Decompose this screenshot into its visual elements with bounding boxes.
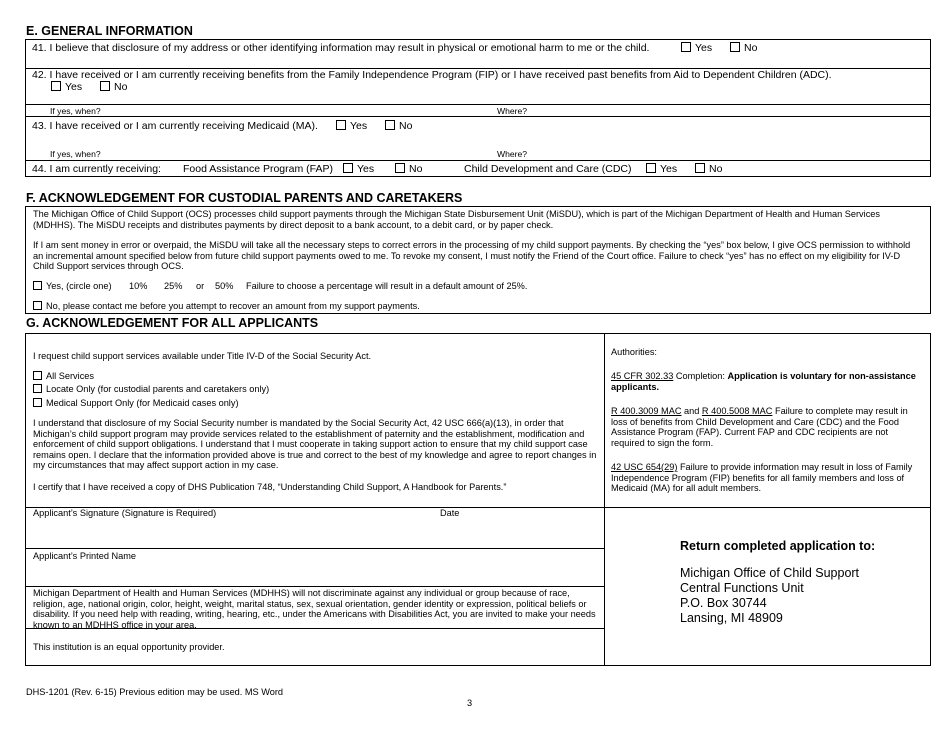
- pct-or: or: [196, 281, 205, 291]
- equal-opportunity-text: This institution is an equal opportunity provider.: [33, 642, 225, 652]
- section-e-box: [25, 39, 931, 177]
- default-amount-note: Failure to choose a percentage will result in a default amount of 25%.: [246, 281, 528, 291]
- q41-no[interactable]: No: [730, 42, 757, 54]
- q44-cdc-no[interactable]: No: [695, 163, 722, 175]
- authority-1: 45 CFR 302.33 Completion: Application is voluntary for non-assistance applicants.: [611, 371, 916, 392]
- q43-yes-checkbox[interactable]: [336, 120, 346, 130]
- nondiscrimination-text: Michigan Department of Health and Human Services (MDHHS) will not discriminate against any individual or group because of race, religion, age, national origin, color, height, weight, marital status, sex, sexual orientation, gender identity or expression, political beliefs or disability. If you need help with reading, writing, hearing, etc., under the Americans with Disabilities Act, you are invited to make your needs known to an MDHHS office in your area.: [33, 588, 596, 630]
- printed-name-field[interactable]: [30, 563, 600, 585]
- pct-50[interactable]: 50%: [215, 281, 234, 291]
- q44-fap-yes-checkbox[interactable]: [343, 163, 353, 173]
- ssn-understanding-text: I understand that disclosure of my Social Security number is mandated by the Social Security Act, 42 USC 666(a)(13), in order that Michigan’s child support program may provide services related to the establishment of paternity and the establishment, modification and enforcement of child support obligations. I understand that I must cooperate in taking support action to ensure that my child support case remains open. I declare that the information provided above is true and correct to the best of my knowledge and agree to report changes in my circumstances that may affect support action in my case.: [33, 418, 597, 471]
- printed-name-label: Applicant’s Printed Name: [33, 551, 136, 561]
- service-all[interactable]: All Services: [33, 371, 94, 382]
- q44-cdc-yes[interactable]: Yes: [646, 163, 677, 175]
- q42-yes-checkbox[interactable]: [51, 81, 61, 91]
- q43-yes[interactable]: Yes: [336, 120, 367, 132]
- q44-fap-label: Food Assistance Program (FAP): [183, 163, 333, 175]
- authorities-label: Authorities:: [611, 347, 657, 357]
- service-locate-checkbox[interactable]: [33, 384, 42, 393]
- service-medical-checkbox[interactable]: [33, 398, 42, 407]
- return-line-1: Michigan Office of Child Support: [680, 566, 860, 580]
- certify-text: I certify that I have received a copy of DHS Publication 748, “Understanding Child Support, A Handbook for Parents.”: [33, 482, 507, 492]
- q42-yes[interactable]: Yes: [51, 81, 82, 93]
- form-id: DHS-1201 (Rev. 6-15) Previous edition may be used. MS Word: [26, 687, 284, 697]
- q43-no[interactable]: No: [385, 120, 412, 132]
- authority-2: R 400.3009 MAC and R 400.5008 MAC Failure to complete may result in loss of benefits from Child Development and Care (CDC) and the Food Assistance Program (FAP). Current FAP and CDC recipients are not required to sign the form.: [611, 406, 908, 448]
- pct-25[interactable]: 25%: [164, 281, 183, 291]
- signature-label: Applicant’s Signature (Signature is Required): [33, 508, 217, 518]
- q41-yes[interactable]: Yes: [681, 42, 712, 54]
- request-services-text: I request child support services available under Title IV-D of the Social Security Act.: [33, 351, 372, 361]
- recoup-yes-option[interactable]: Yes, (circle one): [33, 281, 112, 292]
- q43-where-label: Where?: [497, 149, 528, 159]
- recoup-no-option[interactable]: No, please contact me before you attempt to recover an amount from my support payments.: [33, 301, 420, 312]
- section-f-para2: If I am sent money in error or overpaid, the MiSDU will take all the necessary steps to correct errors in the processing of my child support payments. By checking the “yes” box below, I give OCS permission to withhold an incremental amount specified below from future child support payments owed to me. To revoke my consent, I must notify the Friend of the Court office. Failure to check “yes” has no effect on my eligibility for IV-D Child Support services through OCS.: [33, 240, 911, 272]
- q43-text: 43. I have received or I am currently receiving Medicaid (MA).: [32, 120, 318, 132]
- service-locate[interactable]: Locate Only (for custodial parents and caretakers only): [33, 384, 269, 395]
- q44-text: 44. I am currently receiving:: [32, 163, 161, 175]
- q42-no[interactable]: No: [100, 81, 127, 93]
- q44-cdc-yes-checkbox[interactable]: [646, 163, 656, 173]
- date-label: Date: [440, 508, 460, 518]
- q44-fap-no[interactable]: No: [395, 163, 422, 175]
- section-g-title: G. ACKNOWLEDGEMENT FOR ALL APPLICANTS: [26, 316, 319, 330]
- recoup-yes-checkbox[interactable]: [33, 281, 42, 290]
- service-all-checkbox[interactable]: [33, 371, 42, 380]
- page-number: 3: [467, 698, 473, 708]
- authority-3: 42 USC 654(29) Failure to provide information may result in loss of Family Independence Program (FIP) benefits for all family members and loss of Medicaid (MA) for all adult members.: [611, 462, 913, 494]
- date-field[interactable]: [440, 520, 600, 546]
- q42-when-label: If yes, when?: [50, 106, 101, 116]
- signature-field[interactable]: [30, 520, 430, 546]
- q41-no-checkbox[interactable]: [730, 42, 740, 52]
- return-line-2: Central Functions Unit: [680, 581, 804, 595]
- q43-when-label: If yes, when?: [50, 149, 101, 159]
- q41-text: 41. I believe that disclosure of my address or other identifying information may result in physical or emotional harm to me or the child.: [32, 42, 650, 54]
- section-e-title: E. GENERAL INFORMATION: [26, 24, 193, 38]
- q42-where-label: Where?: [497, 106, 528, 116]
- q42-text: 42. I have received or I am currently receiving benefits from the Family Independence Program (FIP) or I have received past benefits from Aid to Dependent Children (ADC).: [32, 69, 832, 81]
- q43-no-checkbox[interactable]: [385, 120, 395, 130]
- q42-no-checkbox[interactable]: [100, 81, 110, 91]
- q44-fap-yes[interactable]: Yes: [343, 163, 374, 175]
- q44-cdc-no-checkbox[interactable]: [695, 163, 705, 173]
- q44-fap-no-checkbox[interactable]: [395, 163, 405, 173]
- section-f-title: F. ACKNOWLEDGEMENT FOR CUSTODIAL PARENTS AND CARETAKERS: [26, 191, 463, 205]
- return-title: Return completed application to:: [680, 539, 876, 553]
- q44-cdc-label: Child Development and Care (CDC): [464, 163, 632, 175]
- section-f-para1: The Michigan Office of Child Support (OCS) processes child support payments through the Michigan State Disbursement Unit (MiSDU), which is part of the Michigan Department of Health and Human Services (MDHHS). The MiSDU receipts and distributes payments by direct deposit to a bank account, to a debit card, or by paper check.: [33, 209, 880, 230]
- return-line-4: Lansing, MI 48909: [680, 611, 783, 625]
- service-medical[interactable]: Medical Support Only (for Medicaid cases only): [33, 398, 239, 409]
- pct-10[interactable]: 10%: [129, 281, 148, 291]
- return-line-3: P.O. Box 30744: [680, 596, 767, 610]
- recoup-no-checkbox[interactable]: [33, 301, 42, 310]
- q41-yes-checkbox[interactable]: [681, 42, 691, 52]
